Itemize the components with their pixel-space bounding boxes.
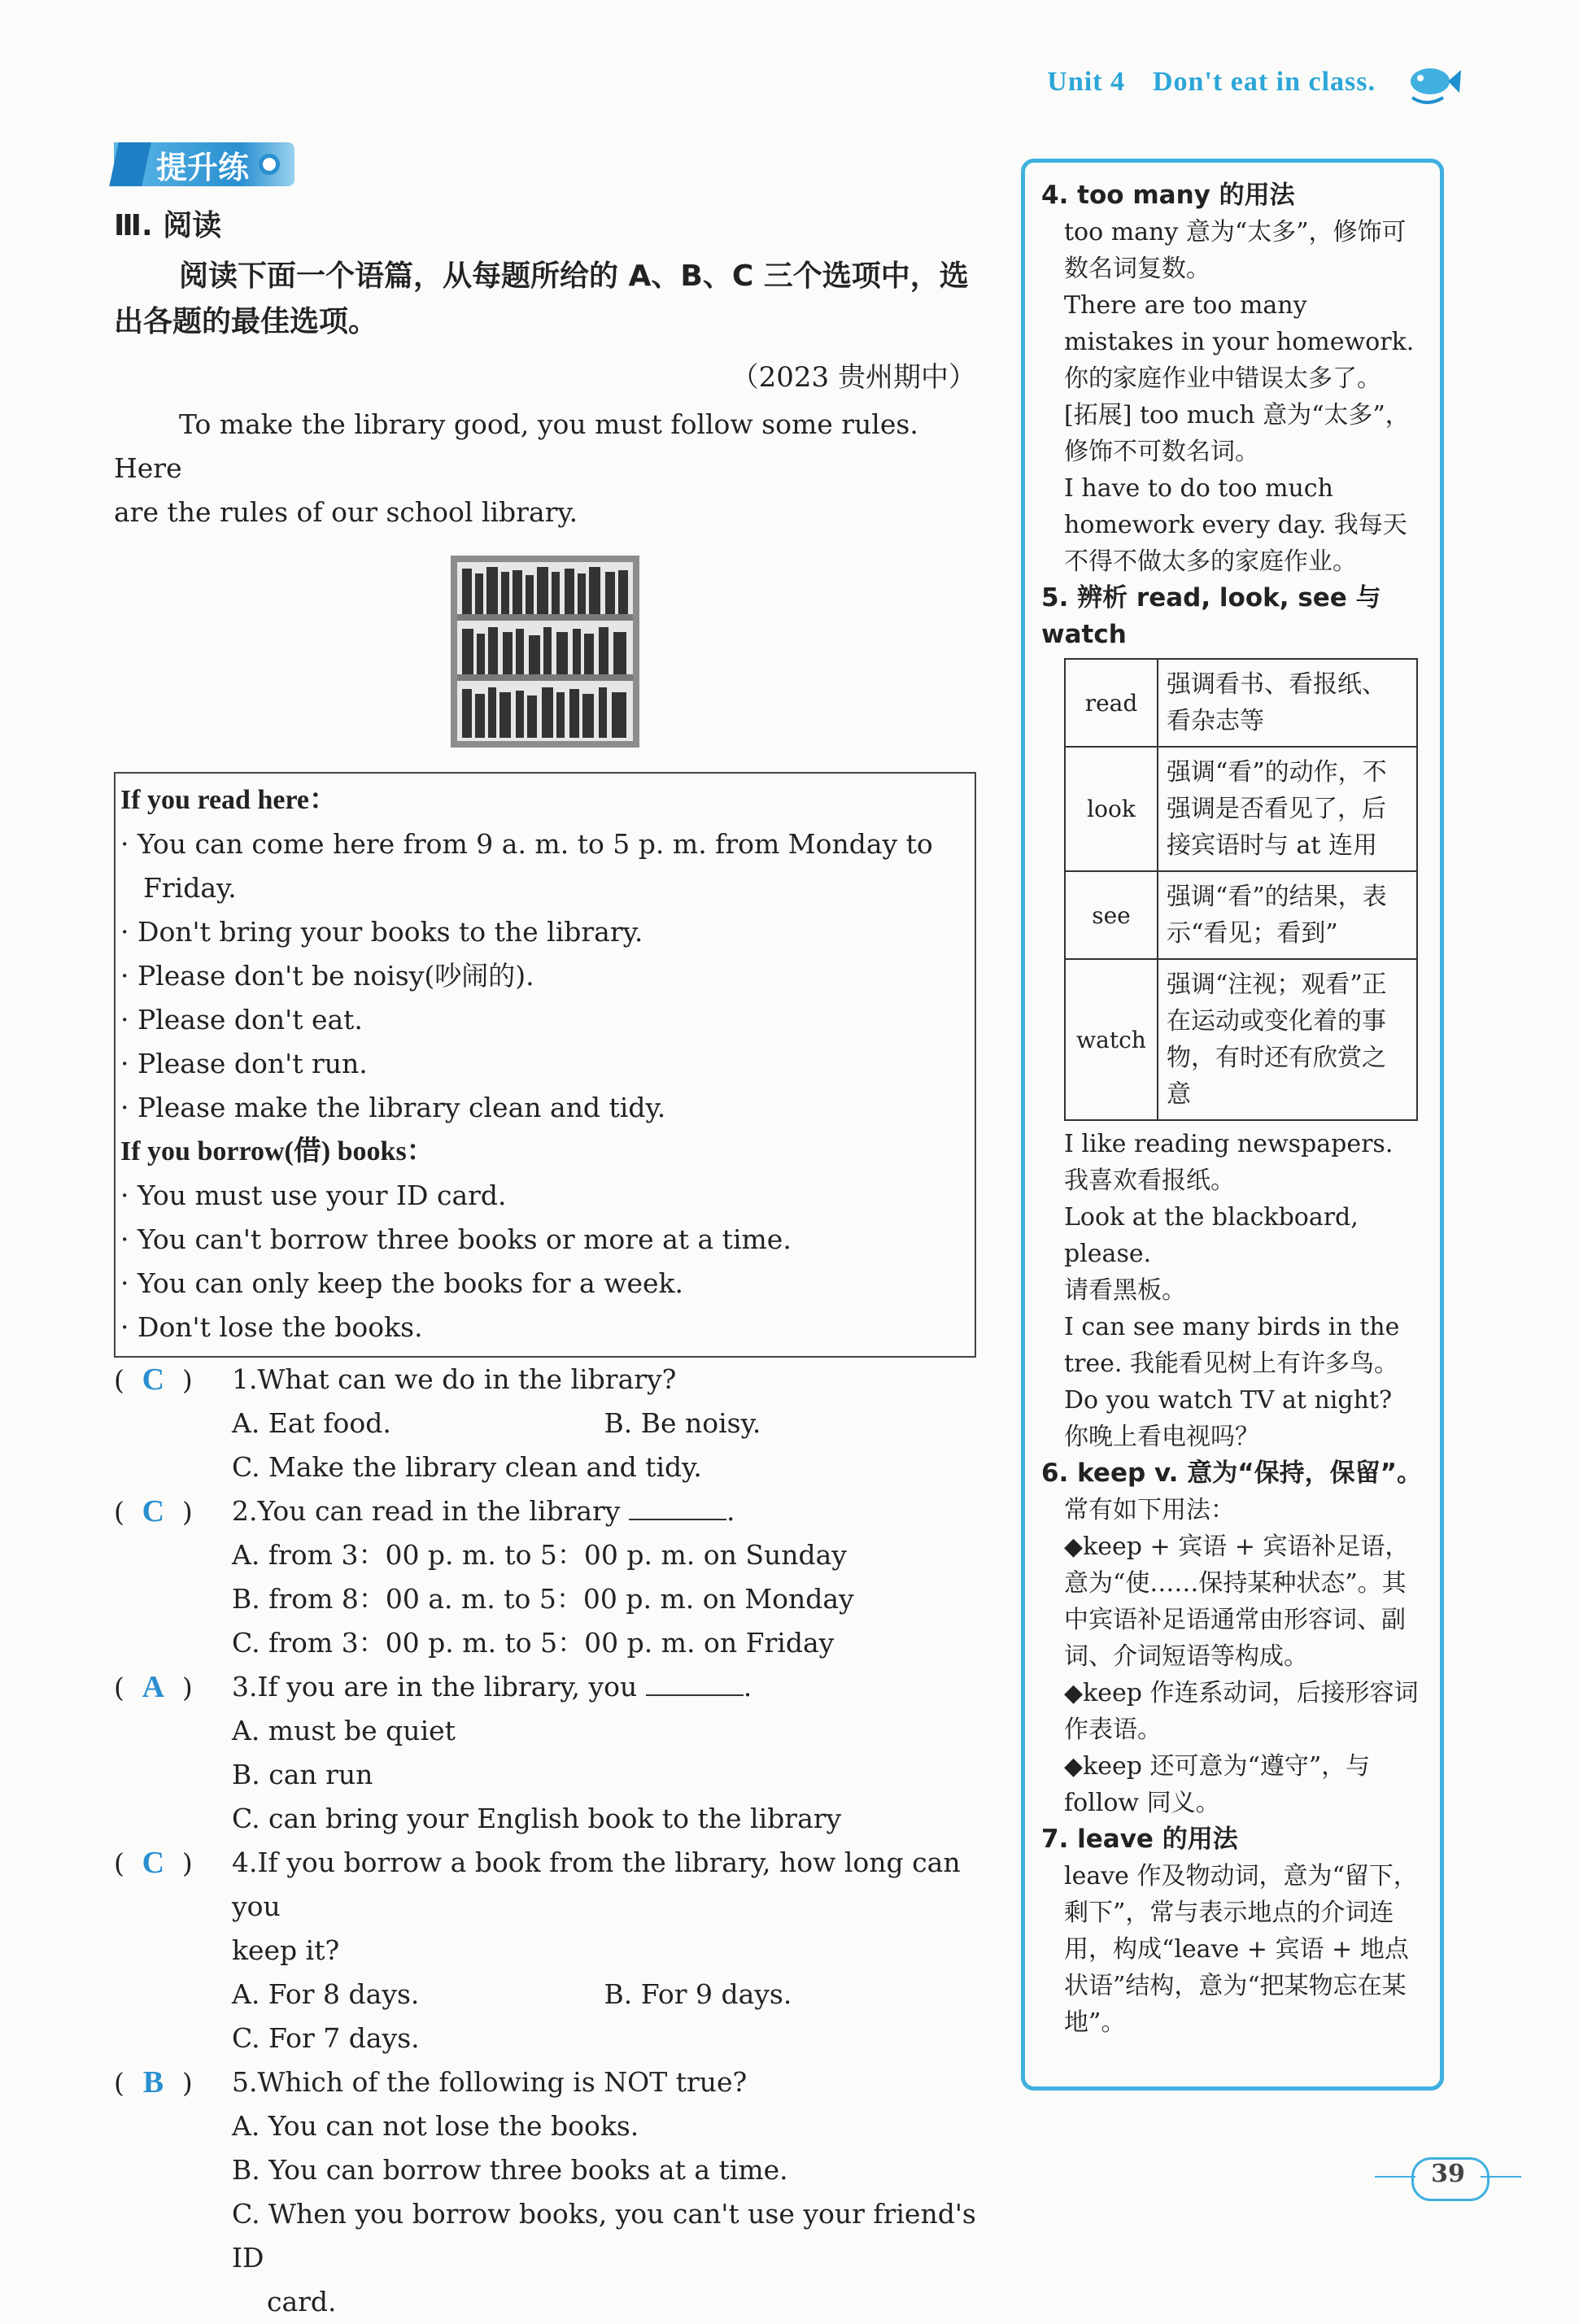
option: A. For 8 days.: [232, 1978, 420, 2010]
option: A. You can not lose the books.: [232, 2110, 639, 2142]
unit-title: Don't eat in class.: [1153, 67, 1376, 97]
bookshelf-image: [451, 556, 639, 748]
table-desc: 强调“注视；观看”正在运动或变化着的事物，有时还有欣赏之意: [1158, 959, 1417, 1120]
note-line: [拓展] too much 意为“太多”，修饰不可数名词。: [1064, 401, 1410, 466]
table-row: [1065, 747, 1417, 871]
rule-item: · You must use your ID card.: [120, 1179, 507, 1211]
rule-item: · You can only keep the books for a week.: [120, 1267, 684, 1299]
question-2: ( C ) 2.You can read in the library .: [114, 1489, 976, 1533]
question-stem-cont: keep it?: [232, 1934, 340, 1966]
borrow-rules-title: If you borrow(借) books：: [120, 1136, 434, 1166]
question-list: [114, 1358, 976, 2324]
question-5: ( B ) 5.Which of the following is NOT true?: [114, 2060, 976, 2104]
option: B. can run: [232, 1759, 373, 1790]
section-tag-label: 提升练: [156, 149, 250, 185]
note-line: Do you watch TV at night?: [1064, 1386, 1393, 1415]
note-line: leave 作及物动词，意为“留下，剩下”，常与表示地点的介词连用，构成“leave + 宾语 + 地点状语”结构，意为“把某物忘在某地”。: [1064, 1862, 1418, 2037]
question-stem: If you are in the library, you: [257, 1671, 638, 1703]
note-line: ◆keep + 宾语 + 宾语补足语，意为“使……保持某种状态”。其中宾语补足语通常由形容词、副词、介词短语等构成。: [1064, 1533, 1410, 1671]
section-tag: [114, 142, 294, 186]
option: C. For 7 days.: [232, 2022, 420, 2054]
note-6-title: 6. keep v. 意为“保持，保留”。: [1041, 1458, 1422, 1488]
table-desc: 强调“看”的结果，表示“看见；看到”: [1158, 871, 1417, 959]
table-desc: 强调看书、看报纸、看杂志等: [1158, 659, 1417, 747]
question-4: ( C ) 4.If you borrow a book from the library, how long can you: [114, 1841, 976, 1929]
table-word: see: [1065, 871, 1158, 959]
note-line: too many 意为“太多”，修饰可数名词复数。: [1064, 218, 1407, 283]
rule-item: · Please don't eat.: [120, 1004, 363, 1036]
note-line: 请看黑板。: [1064, 1276, 1186, 1305]
question-stem: You can read in the library: [257, 1495, 621, 1527]
answer: C: [142, 1363, 165, 1397]
rule-item: · Please don't run.: [120, 1048, 368, 1079]
option: C. can bring your English book to the library: [232, 1803, 842, 1834]
answer-blank: [629, 1494, 726, 1520]
rules-box: [114, 772, 976, 1358]
reading-heading: Ⅲ. 阅读: [114, 209, 222, 242]
page-number: 39: [1431, 2160, 1465, 2188]
answer: C: [142, 1494, 165, 1528]
option: B. Be noisy.: [604, 1407, 761, 1439]
note-5-title: 5. 辨析 read, look, see 与 watch: [1041, 583, 1381, 649]
rule-item: · Don't bring your books to the library.: [120, 916, 643, 948]
option: A. must be quiet: [232, 1715, 456, 1746]
fish-icon: [1402, 57, 1461, 107]
option-cont: card.: [267, 2286, 337, 2317]
note-line: I like reading newspapers.: [1064, 1130, 1394, 1158]
intro-paragraph: To make the library good, you must follow some rules. Here: [114, 408, 918, 484]
note-line: 你晚上看电视吗？: [1064, 1423, 1259, 1451]
question-stem: If you borrow a book from the library, how long can you: [232, 1847, 961, 1922]
answer: A: [142, 1670, 165, 1704]
option: C. from 3：00 p. m. to 5：00 p. m. on Friday: [232, 1627, 835, 1659]
note-line: 常有如下用法：: [1064, 1496, 1235, 1524]
note-line: I have to do too much homework every day. 我每天不得不做太多的家庭作业。: [1064, 474, 1407, 576]
comparison-table: [1064, 658, 1418, 1121]
answer: B: [142, 2065, 164, 2099]
note-7-title: 7. leave 的用法: [1041, 1825, 1238, 1854]
source: （2023 贵州期中）: [731, 361, 976, 394]
note-4-title: 4. too many 的用法: [1041, 181, 1295, 210]
table-word: watch: [1065, 959, 1158, 1120]
note-line: 我喜欢看报纸。: [1064, 1166, 1235, 1195]
answer-blank: [646, 1670, 744, 1696]
option: B. You can borrow three books at a time.: [232, 2154, 788, 2186]
intro-paragraph-2: are the rules of our school library.: [114, 496, 578, 528]
note-line: There are too many mistakes in your homework. 你的家庭作业中错误太多了。: [1064, 291, 1415, 393]
table-word: read: [1065, 659, 1158, 747]
table-row: [1065, 959, 1417, 1120]
unit-label: Unit 4: [1047, 67, 1125, 97]
note-line: I can see many birds in the tree. 我能看见树上有许多鸟。: [1064, 1313, 1400, 1378]
table-word: look: [1065, 747, 1158, 871]
note-line: ◆keep 还可意为“遵守”，与 follow 同义。: [1064, 1752, 1371, 1817]
table-row: [1065, 659, 1417, 747]
rule-item: · Please make the library clean and tidy.: [120, 1092, 666, 1123]
note-line: ◆keep 作连系动词，后接形容词作表语。: [1064, 1679, 1419, 1744]
rule-item: · Please don't be noisy(吵闹的).: [120, 960, 534, 992]
question-3: ( A ) 3.If you are in the library, you .: [114, 1665, 976, 1709]
question-stem: What can we do in the library?: [257, 1363, 677, 1395]
question-stem: Which of the following is NOT true?: [257, 2066, 748, 2098]
rule-item: · You can't borrow three books or more at a time.: [120, 1223, 792, 1255]
option: B. from 8：00 a. m. to 5：00 p. m. on Monday: [232, 1583, 854, 1615]
page-header: [1047, 67, 1376, 98]
rule-item: · You can come here from 9 a. m. to 5 p. m. from Monday to Friday.: [120, 828, 933, 904]
instruction: 阅读下面一个语篇，从每题所给的 A、B、C 三个选项中，选出各题的最佳选项。: [114, 259, 969, 338]
table-desc: 强调“看”的动作，不强调是否看见了，后接宾语时与 at 连用: [1158, 747, 1417, 871]
table-row: [1065, 871, 1417, 959]
circle-icon: [259, 154, 280, 175]
read-rules-title: If you read here：: [120, 785, 338, 815]
reading-section: [114, 142, 976, 2324]
answer: C: [142, 1846, 165, 1880]
rule-item: · Don't lose the books.: [120, 1311, 423, 1343]
note-line: Look at the blackboard, please.: [1064, 1203, 1359, 1268]
option: B. For 9 days.: [604, 1978, 792, 2010]
notes-sidebar: [1021, 159, 1444, 2091]
option: C. When you borrow books, you can't use your friend's ID: [232, 2198, 976, 2274]
option: A. from 3：00 p. m. to 5：00 p. m. on Sunday: [232, 1539, 847, 1571]
option: C. Make the library clean and tidy.: [232, 1451, 702, 1483]
option: A. Eat food.: [232, 1407, 391, 1439]
question-1: ( C ) 1.What can we do in the library?: [114, 1358, 976, 1402]
